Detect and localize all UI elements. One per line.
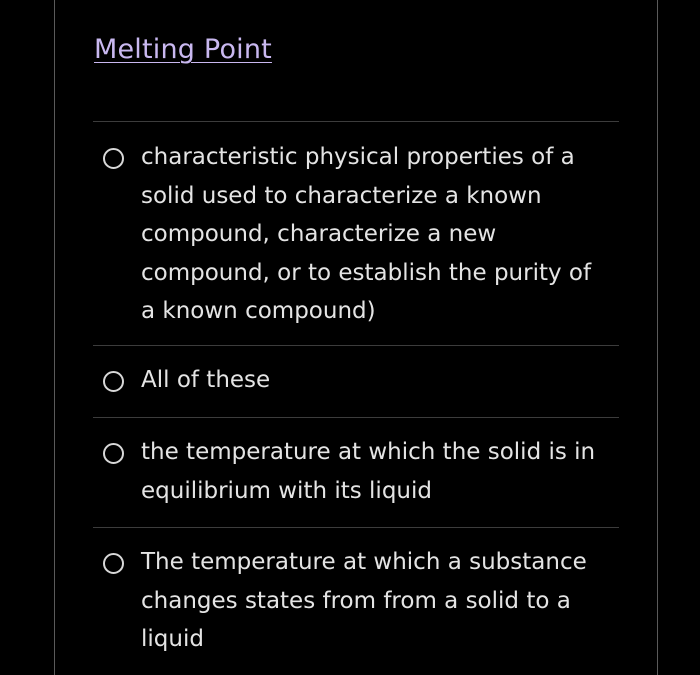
radio-button-icon[interactable]	[103, 371, 124, 392]
divider	[93, 121, 619, 122]
divider	[93, 527, 619, 528]
answer-option-label: The temperature at which a substance changes states from from a solid to a liquid	[141, 549, 587, 652]
radio-button-icon[interactable]	[103, 443, 124, 464]
divider	[93, 417, 619, 418]
question-title-link[interactable]: Melting Point	[94, 34, 272, 65]
answer-option-2[interactable]	[93, 361, 619, 406]
answer-option-1[interactable]	[93, 138, 619, 338]
answer-option-label: characteristic physical properties of a solid used to characterize a known compound, characterize a new compound, or to establish the purity of a known compound)	[141, 144, 592, 324]
answer-option-4[interactable]	[93, 543, 619, 663]
divider	[93, 345, 619, 346]
answer-option-label: the temperature at which the solid is in equilibrium with its liquid	[141, 439, 596, 504]
answer-option-3[interactable]	[93, 433, 619, 513]
radio-button-icon[interactable]	[103, 553, 124, 574]
right-border-line	[657, 0, 658, 675]
radio-button-icon[interactable]	[103, 148, 124, 169]
left-border-line	[54, 0, 55, 675]
answer-option-label: All of these	[141, 367, 271, 393]
